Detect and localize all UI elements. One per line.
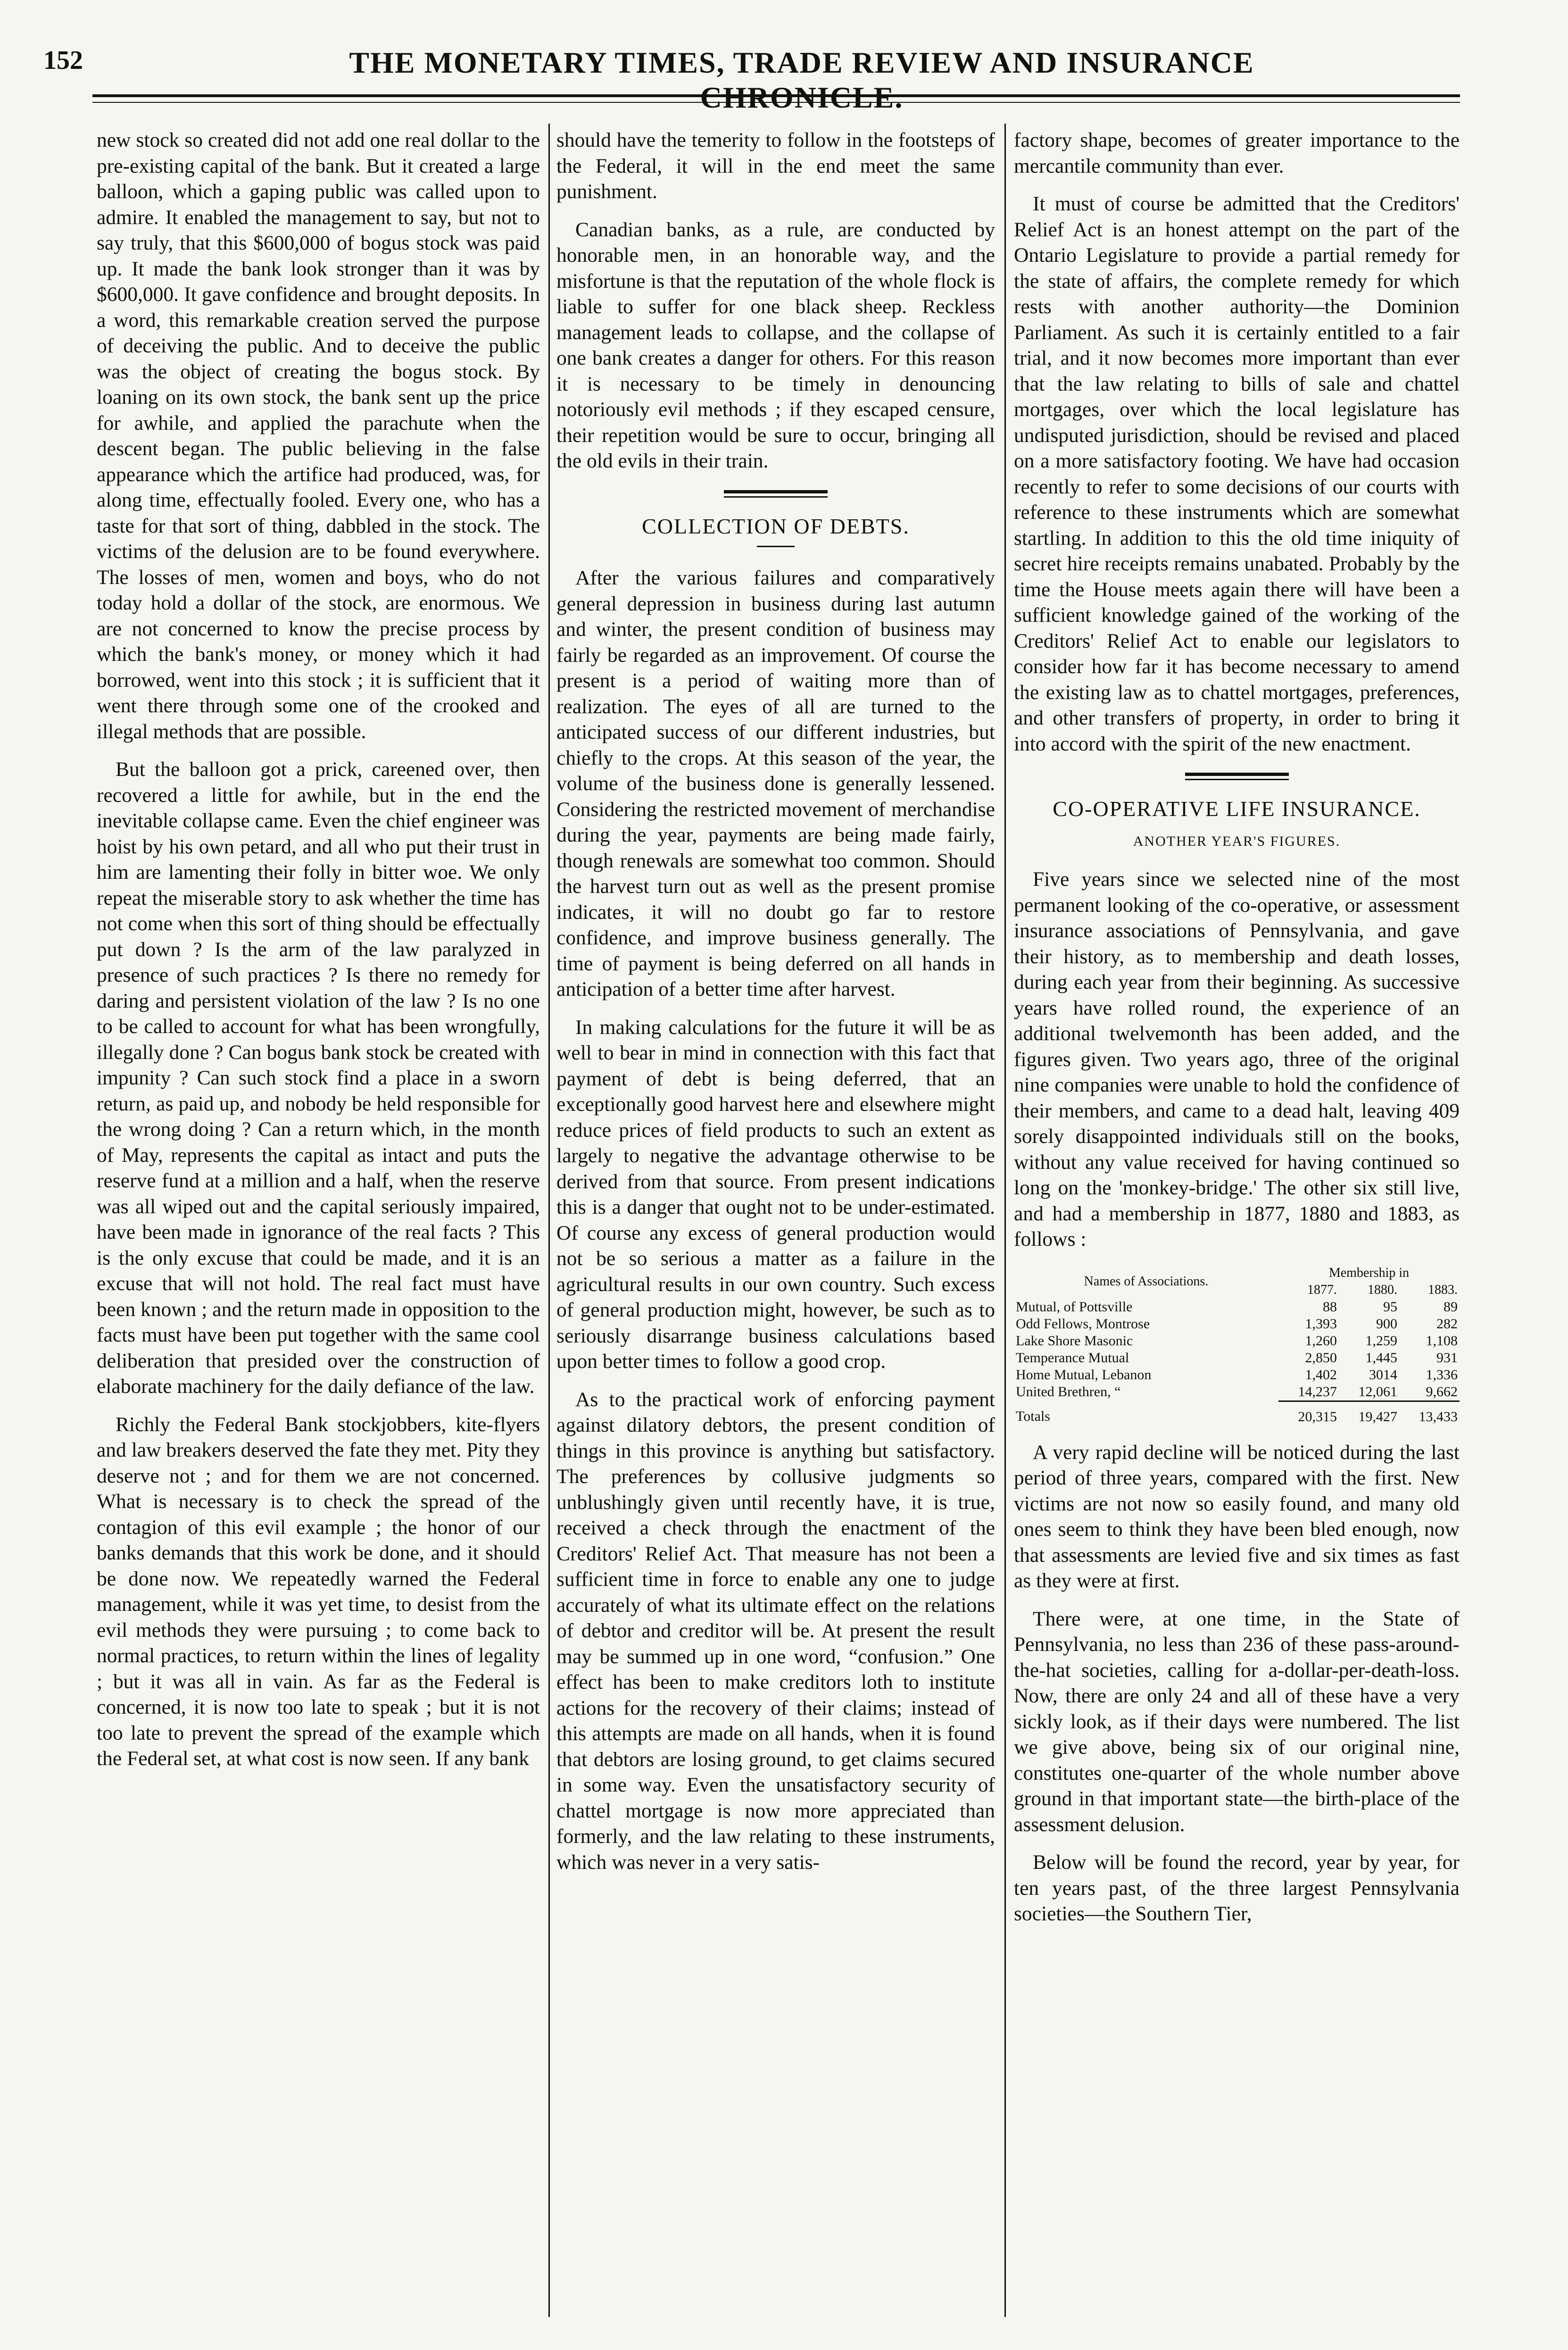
- table-cell: 1,445: [1365, 1350, 1397, 1366]
- totals-label: Totals: [1016, 1408, 1050, 1424]
- column-divider: [1004, 124, 1006, 2317]
- table-cell: 1,393: [1305, 1316, 1337, 1332]
- table-cell: 88: [1323, 1299, 1337, 1315]
- table-row: [1014, 1367, 1460, 1383]
- table-header-year: 1880.: [1368, 1282, 1397, 1297]
- page-number: 152: [43, 46, 83, 75]
- table-cell: 12,061: [1358, 1383, 1397, 1400]
- heading-rule: [757, 546, 795, 547]
- masthead-title: THE MONETARY TIMES, TRADE REVIEW AND INSURANCE CHRONICLE.: [349, 46, 1254, 114]
- article-heading: COLLECTION OF DEBTS.: [642, 514, 910, 538]
- paragraph: But the balloon got a prick, careened over, then recovered a little for awhile, but in the end the inevitable collapse came. Even the chief engineer was hoist by his own petard, and all who put their trust in him are lamenting their folly in bitter woe. We only repeat the miserable story to ask whether the time has not come when this sort of thing should be effectually put down ? Is the arm of the law paralyzed in presence of such practices ? Is there no remedy for daring and persistent violation of the law ? Is no one to be called to account for what has been wrongfully, illegally done ? Can bogus bank stock be created with impunity ? Can such stock find a place in a sworn return, as paid up, and nobody be held responsible for the wrong doing ? Can a return which, in the month of May, represents the capital as intact and puts the reserve fund at a million and a half, when the reserve was all wiped out and the capital seriously impaired, have been made in ignorance of the real facts ? This is the only excuse that could be made, and it is an excuse that will not hold. The real fact must have been known ; and the return made in opposition to the facts must have been put together with the same cool deliberation that presided over the construction of elaborate machinery for the daily defiance of the law.: [97, 758, 540, 1398]
- paragraph: Five years since we selected nine of the most permanent looking of the co-operative, or assessment insurance associations of Pennsylvania, and gave their history, as to membership and death losses, during each year from their beginning. As successive years have rolled round, the experience of an additional twelvemonth has been added, and the figures given. Two years ago, three of the original nine companies were unable to hold the confidence of their members, and came to a dead halt, leaving 409 sorely disappointed individuals still on the books, without any value received for having continued so long on the 'monkey-bridge.' The other six still live, and had a membership in 1877, 1880 and 1883, as follows :: [1014, 868, 1460, 1250]
- paragraph: As to the practical work of enforcing payment against dilatory debtors, the present condition of things in this province is anything but satisfactory. The preferences by collusive judgments so unblushingly given until recently have, it is true, received a check through the enactment of the Creditors' Relief Act. That measure has not been a sufficient time in force to enable any one to judge accurately of what its ultimate effect on the relations of debtor and creditor will be. At present the result may be summed up in one word, “confusion.” One effect has been to make creditors loth to institute actions for the recovery of their claims; instead of this attempts are made on all hands, when it is found that debtors are losing ground, to get claims secured in some way. Even the unsatisfactory security of chattel mortgage is now more appreciated than formerly, and the law relating to these instruments, which was never in a very satis-: [556, 1388, 995, 1874]
- masthead-rule-thin: [92, 102, 1460, 103]
- table-cell: 95: [1383, 1299, 1397, 1315]
- table-cell: 282: [1436, 1316, 1458, 1332]
- table-row: [1014, 1383, 1460, 1401]
- table-cell: 1,402: [1305, 1367, 1337, 1383]
- table-header-year: 1877.: [1307, 1282, 1337, 1297]
- association-name: Lake Shore Masonic: [1016, 1333, 1133, 1349]
- table-totals-row: [1014, 1401, 1460, 1425]
- table-row: [1014, 1299, 1460, 1316]
- table-cell: 900: [1376, 1316, 1397, 1332]
- membership-table: [1014, 1265, 1460, 1425]
- paragraph: There were, at one time, in the State of Pennsylvania, no less than 236 of these pass-around-the-hat societies, calling for a-dollar-per-death-loss. Now, there are only 24 and all of these have a very sickly look, as if their days were numbered. The list we give above, being six of our original nine, constitutes one-quarter of the whole number above ground in that important state—the birth-place of the assessment delusion.: [1014, 1607, 1460, 1836]
- table-cell: 20,315: [1278, 1401, 1339, 1425]
- paragraph: In making calculations for the future it will be as well to bear in mind in connection with this fact that payment of debt is being deferred, that an exceptionally good harvest here and elsewhere might reduce prices of field products to such an extent as largely to negative the advantage otherwise to be derived from that source. From present indications this is a danger that ought not to be under-estimated. Of course any excess of general production would not be so serious a matter as a failure in the agricultural results in our own country. Such excess of general production might, however, be such as to seriously disarrange business calculations based upon better times to follow a good crop.: [556, 1016, 995, 1373]
- table-cell: 1,260: [1305, 1333, 1337, 1349]
- column-3: [1014, 127, 1460, 2316]
- table-cell: 1,336: [1426, 1367, 1458, 1383]
- table-row: [1014, 1316, 1460, 1333]
- paragraph: Below will be found the record, year by year, for ten years past, of the three largest Pennsylvania societies—the Southern Tier,: [1014, 1851, 1460, 1925]
- table-cell: 931: [1436, 1350, 1458, 1366]
- paragraph: Richly the Federal Bank stockjobbers, kite-flyers and law breakers deserved the fate they met. Pity they deserve not ; and for them we are not concerned. What is necessary is to check the spread of the contagion of this evil example ; the honor of our banks demands that this work be done, and it should be done now. We repeatedly warned the Federal management, while it was yet time, to desist from the evil methods they were pursuing ; to come back to normal practices, to return within the lines of legality ; but it was all in vain. As far as the Federal is concerned, it is now too late to speak ; but it is not too late to prevent the spread of the example which the Federal set, at what cost is now seen. If any bank: [97, 1413, 540, 1770]
- masthead-rule: [92, 94, 1460, 97]
- paragraph: new stock so created did not add one real dollar to the pre-existing capital of the bank. But it created a large balloon, which a gaping public was called upon to admire. It enabled the management to say, but not to say truly, that this $600,000 of bogus stock was paid up. It made the bank look stronger than it was by $600,000. It gave confidence and brought deposits. In a word, this remarkable creation served the purpose of deceiving the public. And to deceive the public was the object of creating the bogus stock. By loaning on its own stock, the bank sent up the price for awhile, and applied the parachute when the descent began. The public believing in the false appearance which the artifice had produced, was, for along time, effectually fooled. Every one, who has a taste for that sort of thing, dabbled in the stock. The victims of the delusion are to be found everywhere. The losses of men, women and boys, who do not today hold a dollar of the stock, are enormous. We are not concerned to know the precise process by which the bank's money, or money which it had borrowed, went into this stock ; it is sufficient that it went there through some one of the crooked and illegal methods that are possible.: [97, 129, 540, 743]
- table-cell: 89: [1444, 1299, 1458, 1315]
- table-header-names: Names of Associations.: [1084, 1274, 1209, 1289]
- association-name: Home Mutual, Lebanon: [1016, 1367, 1152, 1383]
- association-name: Mutual, of Pottsville: [1016, 1299, 1133, 1315]
- table-cell: 9,662: [1426, 1383, 1458, 1400]
- table-row: [1014, 1333, 1460, 1350]
- column-1: [97, 127, 540, 2316]
- section-divider: [1185, 773, 1289, 780]
- paragraph: After the various failures and comparatively general depression in business during last autumn and winter, the present condition of business may fairly be regarded as an improvement. Of course the present is a period of waiting more than of realization. The eyes of all are turned to the anticipated success of our different industries, but chiefly to the crops. At this season of the year, the volume of the business done is generally lessened. Considering the restricted movement of merchandise during the year, payments are being made fairly, though renewals are somewhat too common. Should the harvest turn out as well as the present promise indicates, it will no doubt go far to restore confidence, and improve business generally. The time of payment is being deferred on all hands in anticipation of a better time after harvest.: [556, 567, 995, 1000]
- table-cell: 2,850: [1305, 1350, 1337, 1366]
- article-subheading: ANOTHER YEAR'S FIGURES.: [1133, 833, 1341, 849]
- article-heading: CO-OPERATIVE LIFE INSURANCE.: [1053, 797, 1421, 821]
- table-cell: 14,237: [1298, 1383, 1337, 1400]
- section-divider: [724, 490, 828, 498]
- table-cell: 1,259: [1365, 1333, 1397, 1349]
- association-name: United Brethren, “: [1016, 1384, 1121, 1400]
- association-name: Odd Fellows, Montrose: [1016, 1316, 1150, 1332]
- table-cell: 13,433: [1399, 1401, 1460, 1425]
- table-cell: 19,427: [1339, 1401, 1399, 1425]
- column-divider: [548, 124, 550, 2317]
- paragraph: Canadian banks, as a rule, are conducted by honorable men, in an honorable way, and the misfortune is that the reputation of the whole flock is liable to suffer for one black sheep. Reckless management leads to collapse, and the collapse of one bank creates a danger for others. For this reason it is necessary to be timely in denouncing notoriously evil methods ; if they escaped censure, their repetition would be sure to occur, bringing all the old evils in their train.: [556, 218, 995, 472]
- column-2: [556, 127, 995, 2316]
- table-header-year: 1883.: [1428, 1282, 1458, 1297]
- paragraph: It must of course be admitted that the Creditors' Relief Act is an honest attempt on the part of the Ontario Legislature to provide a partial remedy for the state of affairs, the complete remedy for which rests with another authority—the Dominion Parliament. As such it is certainly entitled to a fair trial, and it now becomes more important than ever that the law relating to bills of sale and chattel mortgages, over which the local legislature has undisputed jurisdiction, should be revised and placed on a more satisfactory footing. We have had occasion recently to refer to some decisions of our courts with reference to these instruments which are somewhat startling. In addition to this the old time iniquity of secret hire receipts remains unabated. Probably by the time the House meets again there will have been a sufficient knowledge gained of the working of the Creditors' Relief Act to enable our legislators to consider how far it has become necessary to amend the existing law as to chattel mortgages, preferences, and other transfers of property, in order to bring it into accord with the spirit of the new enactment.: [1014, 192, 1460, 755]
- table-header-group: Membership in: [1328, 1265, 1410, 1280]
- table-cell: 3014: [1369, 1367, 1397, 1383]
- table-row: [1014, 1350, 1460, 1367]
- paragraph: factory shape, becomes of greater importance to the mercantile community than ever.: [1014, 129, 1460, 177]
- association-name: Temperance Mutual: [1016, 1350, 1129, 1366]
- paragraph: should have the temerity to follow in the footsteps of the Federal, it will in the end meet the same punishment.: [556, 129, 995, 203]
- table-cell: 1,108: [1426, 1333, 1458, 1349]
- paragraph: A very rapid decline will be noticed during the last period of three years, compared with the first. New victims are not now so easily found, and many old ones seem to think they have been bled enough, now that assessments are levied five and six times as fast as they were at first.: [1014, 1441, 1460, 1592]
